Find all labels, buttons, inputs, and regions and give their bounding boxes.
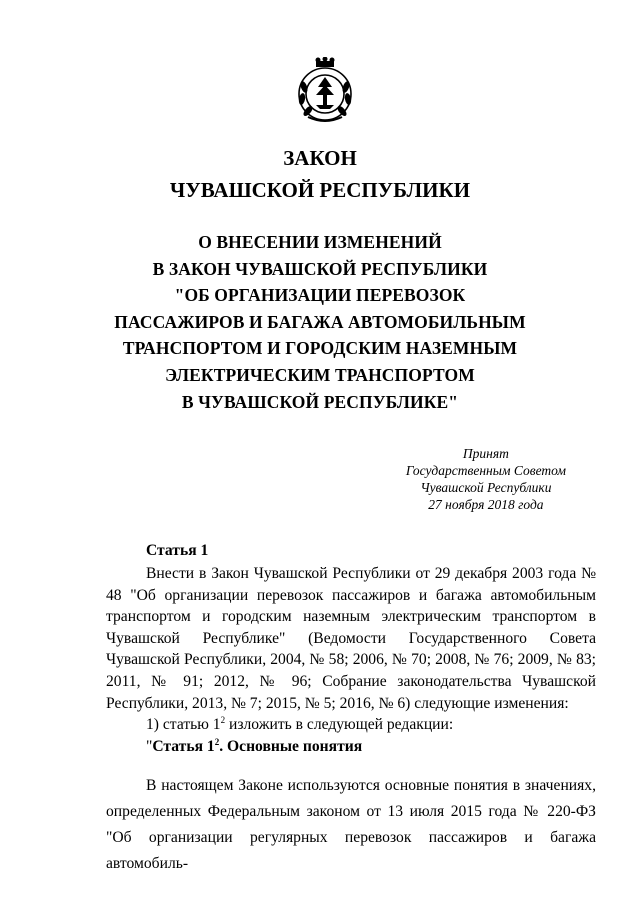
quoted-article-heading: "Статья $1^2$. Основные понятия xyxy=(146,737,363,755)
subtitle-line: ЭЛЕКТРИЧЕСКИМ ТРАНСПОРТОМ xyxy=(165,364,475,385)
law-subtitle xyxy=(0,229,640,415)
law-title xyxy=(0,142,640,206)
subtitle-line: ПАССАЖИРОВ И БАГАЖА АВТОМОБИЛЬНЫМ xyxy=(114,311,526,332)
subtitle-line: В ЧУВАШСКОЙ РЕСПУБЛИКЕ" xyxy=(181,391,459,412)
chuvash-coat-of-arms-icon xyxy=(294,57,356,123)
subtitle-line: В ЗАКОН ЧУВАШСКОЙ РЕСПУБЛИКИ xyxy=(152,258,488,279)
adoption-note xyxy=(406,445,566,513)
article-body-text: Внести в Закон Чувашской Республики от 29 декабря 2003 года № 48 "Об организации перевозок пассажиров и багажа автомобильным транспортом и городским наземным электрическим транспортом в Чувашской Республике" (Ведомости Государственного Совета Чувашской Республики, 2004, № 58; 2006, № 70; 2008, № 76; 2009, № 83; 2011, № 91; 2012, № 96; Собрание законодательства Чувашской Республики, 2013, № 7; 2015, № 5; 2016, № 6) следующие изменения: xyxy=(106,565,596,712)
definitions-paragraph xyxy=(106,773,596,877)
adoption-line2: Государственным Советом xyxy=(405,463,566,478)
law-title-line1: ЗАКОН xyxy=(283,146,357,170)
subtitle-line: ТРАНСПОРТОМ И ГОРОДСКИМ НАЗЕМНЫМ xyxy=(122,338,518,359)
amendment-item xyxy=(106,714,596,736)
law-title-line2: ЧУВАШСКОЙ РЕСПУБЛИКИ xyxy=(169,178,471,202)
subtitle-line: О ВНЕСЕНИИ ИЗМЕНЕНИЙ xyxy=(198,232,442,252)
subtitle-line: "ОБ ОРГАНИЗАЦИИ ПЕРЕВОЗОК xyxy=(174,285,466,306)
adoption-line4: 27 ноября 2018 года xyxy=(428,497,544,512)
amendment-item-text: 1) статью $1^2$ изложить в следующей редакции: xyxy=(146,715,454,733)
adoption-line3: Чувашской Республики xyxy=(420,480,552,495)
article-heading: Статья 1 xyxy=(146,542,209,559)
definitions-text: В настоящем Законе используются основные понятия в значениях, определенных Федеральным законом от 13 июля 2015 года № 220-ФЗ "Об организации регулярных перевозок пассажиров и багажа автомобиль- xyxy=(106,777,596,872)
adoption-line1: Принят xyxy=(462,446,509,461)
article-paragraph xyxy=(106,563,596,714)
